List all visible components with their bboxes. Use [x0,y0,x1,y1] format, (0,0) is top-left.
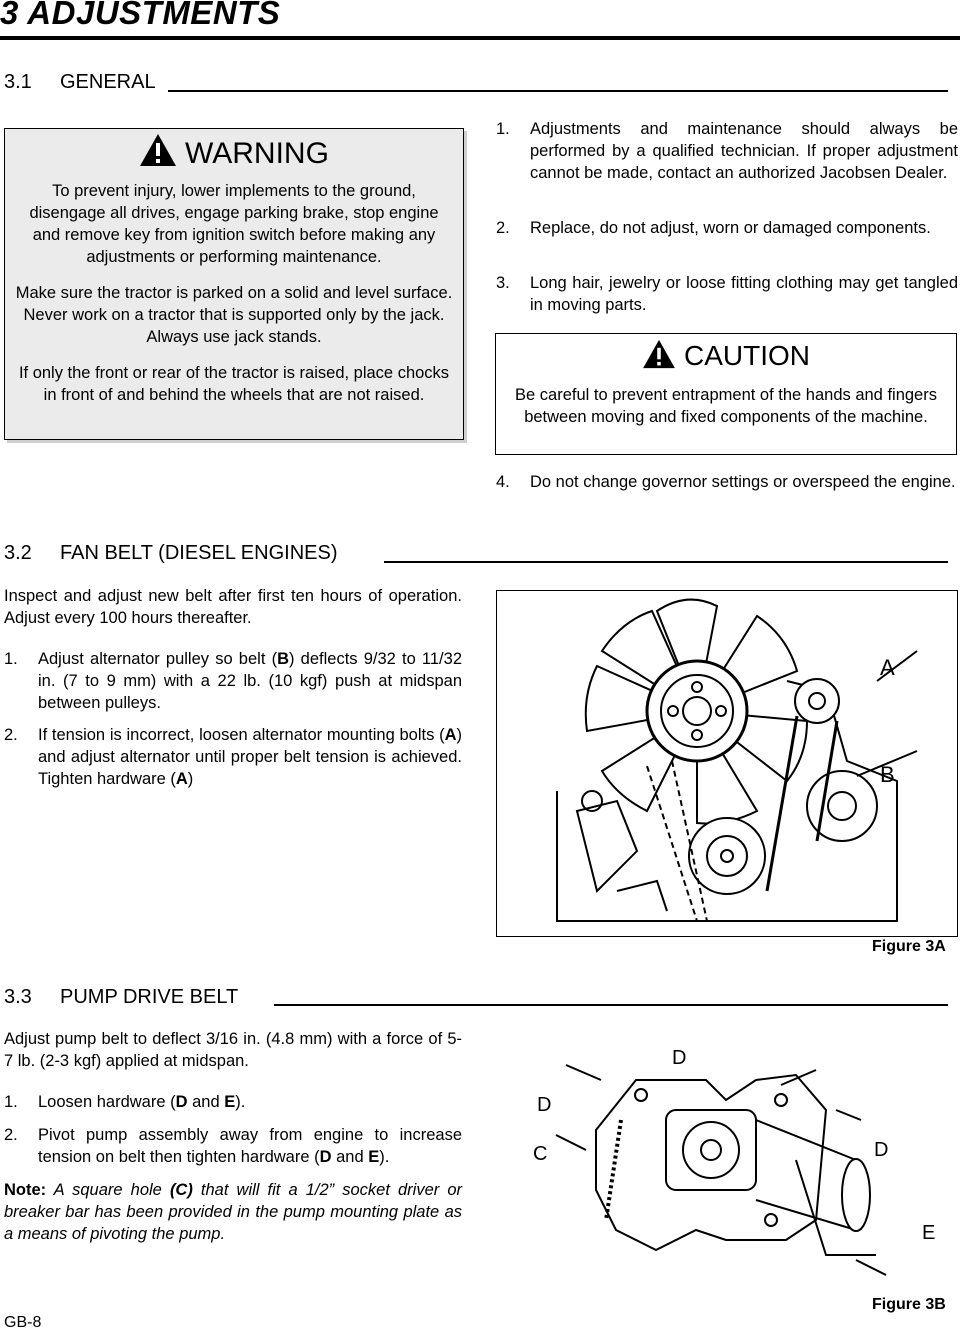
fan-belt-step-1: 1. Adjust alternator pulley so belt (B) deflects 9/32 to 11/32 in. (7 to 9 mm) with a 22 lb. (10 kgf) push at midspan between pulleys. [4,650,462,712]
section-number: 3.2 [4,542,32,564]
caution-title-text: CAUTION [684,340,810,371]
callout-b: B [880,762,895,787]
section-title: GENERAL [60,71,156,93]
chapter-title: 3 ADJUSTMENTS [0,0,281,31]
callout-d-right: D [874,1139,889,1161]
section-number: 3.1 [4,71,32,93]
callout-d-top: D [672,1047,687,1069]
callout-e: E [922,1222,936,1244]
warning-box [4,128,464,440]
pump-belt-note: Note: A square hole (C) that will fit a 1/2” socket driver or breaker bar has been provided in the pump mounting plate as a means of pivoting the pump. [4,1181,463,1243]
pump-belt-step-1: 1. Loosen hardware (D and E). [4,1093,246,1111]
general-item-2: 2. Replace, do not adjust, worn or damaged components. [496,219,931,237]
section-rule [168,90,948,92]
section-title: PUMP DRIVE BELT [60,986,239,1008]
section-number: 3.3 [4,986,32,1008]
warning-para-3: If only the front or rear of the tractor is raised, place chocks in front of and behind the wheels that are not raised. [18,364,450,404]
general-item-1: 1. Adjustments and maintenance should always be performed by a qualified technician. If proper adjustment cannot be made, contact an authorized Jacobsen Dealer. [496,120,958,182]
pump-belt-intro: Adjust pump belt to deflect 3/16 in. (4.8 mm) with a force of 5-7 lb. (2-3 kgf) applied at midspan. [4,1030,462,1070]
section-title: FAN BELT (DIESEL ENGINES) [60,542,338,564]
warning-title [5,133,463,178]
caution-title [496,338,956,378]
warning-para-2: Make sure the tractor is parked on a solid and level surface. Never work on a tractor that is supported only by the jack. Always use jack stands. [15,284,453,346]
callout-a: A [880,655,895,680]
caution-text: Be careful to prevent entrapment of the hands and fingers between moving and fixed components of the machine. [515,386,937,426]
pump-belt-step-2: 2. Pivot pump assembly away from engine to increase tension on belt then tighten hardware (D and E). [4,1126,462,1166]
warning-title-text: WARNING [185,137,329,170]
warning-triangle-icon [642,339,676,378]
figure-3b-label: Figure 3B [872,1296,946,1313]
warning-para-1: To prevent injury, lower implements to the ground, disengage all drives, engage parking brake, stop engine and remove key from ignition switch before making any adjustments or performing maintenance. [29,182,439,266]
section-fan-belt-heading [4,541,337,565]
general-item-4: 4. Do not change governor settings or overspeed the engine. [496,473,956,491]
callout-d-left: D [537,1094,552,1116]
fan-belt-intro: Inspect and adjust new belt after first ten hours of operation. Adjust every 100 hours thereafter. [4,587,462,627]
fan-belt-step-2: 2. If tension is incorrect, loosen alternator mounting bolts (A) and adjust alternator until proper belt tension is achieved. Tighten hardware (A) [4,726,462,788]
section-pump-belt-heading [4,985,238,1009]
caution-box [495,333,957,455]
section-rule [384,561,948,563]
figure-3b-frame [526,1040,956,1290]
page-number: GB-8 [4,1314,42,1331]
general-item-3: 3. Long hair, jewelry or loose fitting clothing may get tangled in moving parts. [496,274,958,314]
callout-c: C [533,1143,548,1165]
section-general-heading [4,70,156,94]
warning-triangle-icon [139,133,177,178]
pump-assembly-illustration [526,1040,956,1290]
chapter-rule [0,36,960,40]
figure-3a-label: Figure 3A [872,938,946,955]
section-rule [274,1004,948,1006]
